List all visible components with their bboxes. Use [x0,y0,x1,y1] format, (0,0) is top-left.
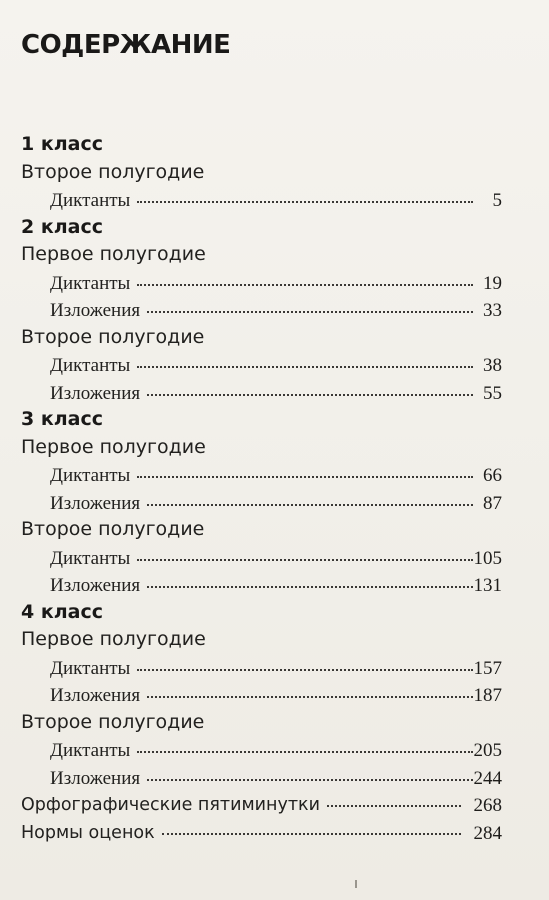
toc-entry-label: Изложения [50,382,141,404]
toc-entry[interactable] [50,355,501,377]
toc-page-number: 284 [473,822,502,844]
print-mark [355,880,357,888]
dot-leader [162,833,461,835]
dot-leader [147,311,473,313]
toc-entry-label: Диктанты [50,465,131,486]
toc-entry[interactable] [50,465,501,487]
toc-entry-label: Изложения [50,492,141,514]
toc-page-number: 5 [492,190,502,211]
dot-leader [147,586,473,588]
dot-leader [147,504,473,506]
dot-leader [147,696,473,698]
toc-entry-label: Изложения [50,685,141,706]
toc-entry[interactable] [50,383,501,405]
dot-leader [137,559,473,561]
dot-leader [137,476,473,478]
toc-entry-label: Изложения [50,300,141,321]
toc-entry[interactable] [50,273,501,295]
semester-heading: Первое полугодие [21,243,206,265]
toc-page-number: 105 [473,547,502,569]
grade-heading: 2 класс [21,215,103,238]
grade-heading: 3 класс [21,408,103,430]
toc-page-number: 187 [473,685,502,706]
dot-leader [147,779,473,781]
dot-leader [137,366,473,368]
toc-page-number: 33 [483,300,502,321]
toc-page-number: 131 [473,575,502,596]
dot-leader [327,805,461,807]
toc-entry-label: Изложения [50,767,141,789]
toc-entry[interactable] [50,768,501,790]
toc-page-number: 55 [483,382,502,404]
semester-heading: Второе полугодие [21,160,205,183]
toc-entry-label: Диктанты [50,190,131,211]
toc-entry-label: Нормы оценок [21,822,155,843]
toc-page-number: 157 [473,657,502,679]
dot-leader [137,284,473,286]
toc-page-number: 87 [483,492,502,514]
toc-page-number: 205 [473,740,502,761]
toc-entry[interactable] [50,190,501,212]
toc-page-number: 268 [473,795,502,816]
toc-entry-label: Орфографические пятиминутки [21,795,320,815]
toc-entry-label: Диктанты [50,355,131,376]
dot-leader [147,394,473,396]
semester-heading: Второе полугодие [21,325,205,348]
toc-page-number: 38 [483,355,502,376]
toc-entry-top-level[interactable] [21,795,501,815]
toc-entry[interactable] [50,575,501,597]
semester-heading: Второе полугодие [21,518,205,540]
toc-page-number: 244 [473,767,502,789]
toc-page-number: 19 [483,272,502,294]
semester-heading: Первое полугодие [21,435,206,458]
grade-heading: 4 класс [21,600,103,623]
dot-leader [137,751,473,753]
toc-entry[interactable] [50,685,501,707]
toc-entry-label: Диктанты [50,547,131,569]
toc-entry-label: Диктанты [50,272,131,294]
semester-heading: Первое полугодие [21,628,206,650]
toc-entry[interactable] [50,493,501,515]
toc-entry[interactable] [50,300,501,322]
toc-entry-label: Диктанты [50,740,131,761]
toc-entry[interactable] [50,740,501,762]
toc-page-number: 66 [483,465,502,486]
dot-leader [137,669,473,671]
toc-entry-label: Диктанты [50,657,131,679]
toc-entry[interactable] [50,658,501,680]
toc-entry-label: Изложения [50,575,141,596]
semester-heading: Второе полугодие [21,710,205,733]
grade-heading: 1 класс [21,133,103,155]
dot-leader [137,201,473,203]
toc-entry[interactable] [50,548,501,570]
toc-entry-top-level[interactable] [21,823,501,843]
page-title: СОДЕРЖАНИЕ [21,30,231,60]
